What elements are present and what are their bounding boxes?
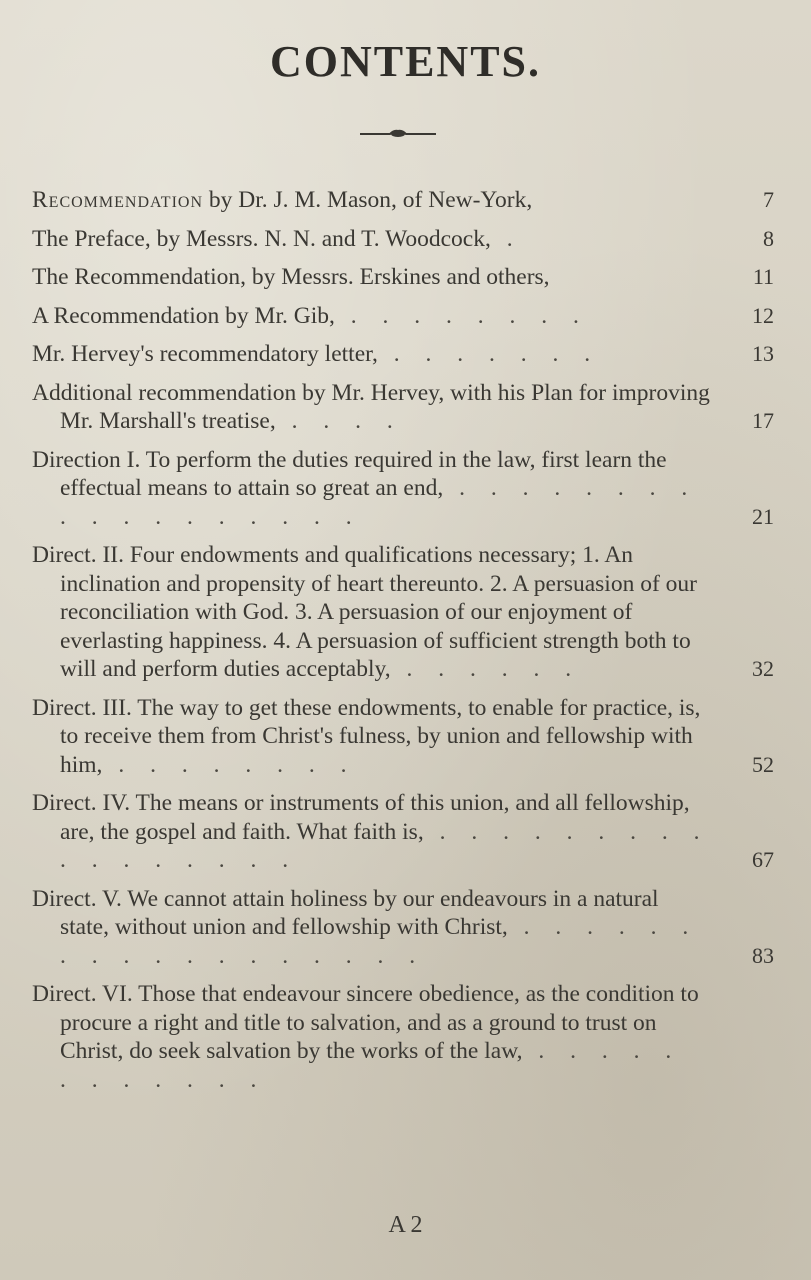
- entry-text: [32, 186, 710, 215]
- dot-leader: . . . . . . . . . . . .: [60, 1038, 682, 1093]
- dot-leader: . . . . . . . .: [334, 302, 589, 329]
- contents-entry: [32, 885, 774, 971]
- contents-entry: [32, 541, 774, 684]
- entry-page-number: 13: [752, 341, 774, 366]
- dot-leader: . . . . . . .: [377, 341, 601, 367]
- entry-body: The Preface, by Messrs. N. N. and T. Woodcock,: [32, 225, 491, 252]
- entry-text: [32, 379, 710, 436]
- dot-leader: . . . . . . . . . . . . . . . . . .: [60, 475, 698, 530]
- ornament-divider-icon: [360, 128, 436, 140]
- dot-leader: . . . . . . . .: [102, 751, 357, 778]
- entry-page-number: 83: [752, 942, 774, 968]
- contents-entry: [32, 302, 774, 331]
- contents-list: [32, 186, 774, 1104]
- dot-leader: . . . . . . . . . . . . . . . . . .: [60, 914, 699, 969]
- contents-entry: [32, 446, 774, 532]
- entry-text: [32, 302, 710, 331]
- entry-page-number: 11: [752, 264, 774, 289]
- contents-entry: [32, 379, 774, 436]
- entry-body: Direction I. To perform the duties required in the law, first learn the effectual means to attain so great an end,: [32, 446, 667, 501]
- entry-body: by Dr. J. M. Mason, of New-York,: [203, 187, 533, 213]
- dot-leader: .: [490, 225, 523, 252]
- entry-body: Direct. III. The way to get these endowments, to enable for practice, is, to receive them from Christ's fulness, by union and fellowship with him,: [32, 694, 701, 778]
- entry-body: Direct. VI. Those that endeavour sincere obedience, as the condition to procure a right and title to salvation, and as a ground to trust on Christ, do seek salvation by the works of the law,: [32, 981, 699, 1064]
- contents-entry: [32, 263, 774, 292]
- entry-text: [32, 980, 710, 1094]
- entry-text: [32, 446, 710, 532]
- entry-page-number: 7: [763, 187, 774, 212]
- entry-body: The Recommendation, by Messrs. Erskines and others,: [32, 264, 550, 290]
- entry-body: Direct. V. We cannot attain holiness by our endeavours in a natural state, without union and fellowship with Christ,: [32, 885, 659, 940]
- entry-page-number: 67: [752, 847, 774, 872]
- entry-body: A Recommendation by Mr. Gib,: [32, 302, 335, 329]
- entry-page-number: 17: [752, 408, 774, 433]
- entry-text: [32, 340, 710, 369]
- entry-body: Direct. IV. The means or instruments of this union, and all fellowship, are, the gospel and faith. What faith is,: [32, 790, 690, 845]
- contents-entry: [32, 789, 774, 875]
- contents-entry: [32, 694, 774, 780]
- entry-body: Direct. II. Four endowments and qualifications necessary; 1. An inclination and propensity of heart thereunto. 2. A persuasion of our reconciliation with God. 3. A persuasion of our enjoyment of everlasting happiness. 4. A persuasion of sufficient strength both to will and perform duties acceptably,: [32, 542, 697, 682]
- signature-mark: A 2: [388, 1212, 423, 1238]
- dot-leader: . . . . . .: [390, 656, 582, 682]
- contents-entry: [32, 340, 774, 369]
- dot-leader: . . . . . . . . . . . . . . . . .: [60, 818, 710, 873]
- entry-page-number: 21: [752, 503, 774, 529]
- entry-page-number: 8: [763, 225, 774, 251]
- page-title: CONTENTS.: [269, 37, 542, 86]
- entry-text: [32, 263, 710, 292]
- entry-text: [32, 694, 710, 780]
- contents-entry: [32, 186, 774, 215]
- dot-leader: . . . .: [275, 408, 403, 434]
- entry-lead: Recommendation: [32, 187, 204, 213]
- entry-page-number: 32: [752, 656, 774, 681]
- entry-text: [32, 225, 710, 254]
- entry-text: [32, 885, 710, 971]
- entry-page-number: 52: [752, 751, 774, 777]
- contents-entry: [32, 225, 774, 254]
- entry-page-number: 12: [752, 302, 774, 328]
- entry-body: Additional recommendation by Mr. Hervey, with his Plan for improving Mr. Marshall's treatise,: [32, 379, 710, 434]
- contents-entry: [32, 980, 774, 1094]
- entry-body: Mr. Hervey's recommendatory letter,: [32, 341, 378, 367]
- entry-text: [32, 789, 710, 875]
- entry-text: [32, 541, 710, 684]
